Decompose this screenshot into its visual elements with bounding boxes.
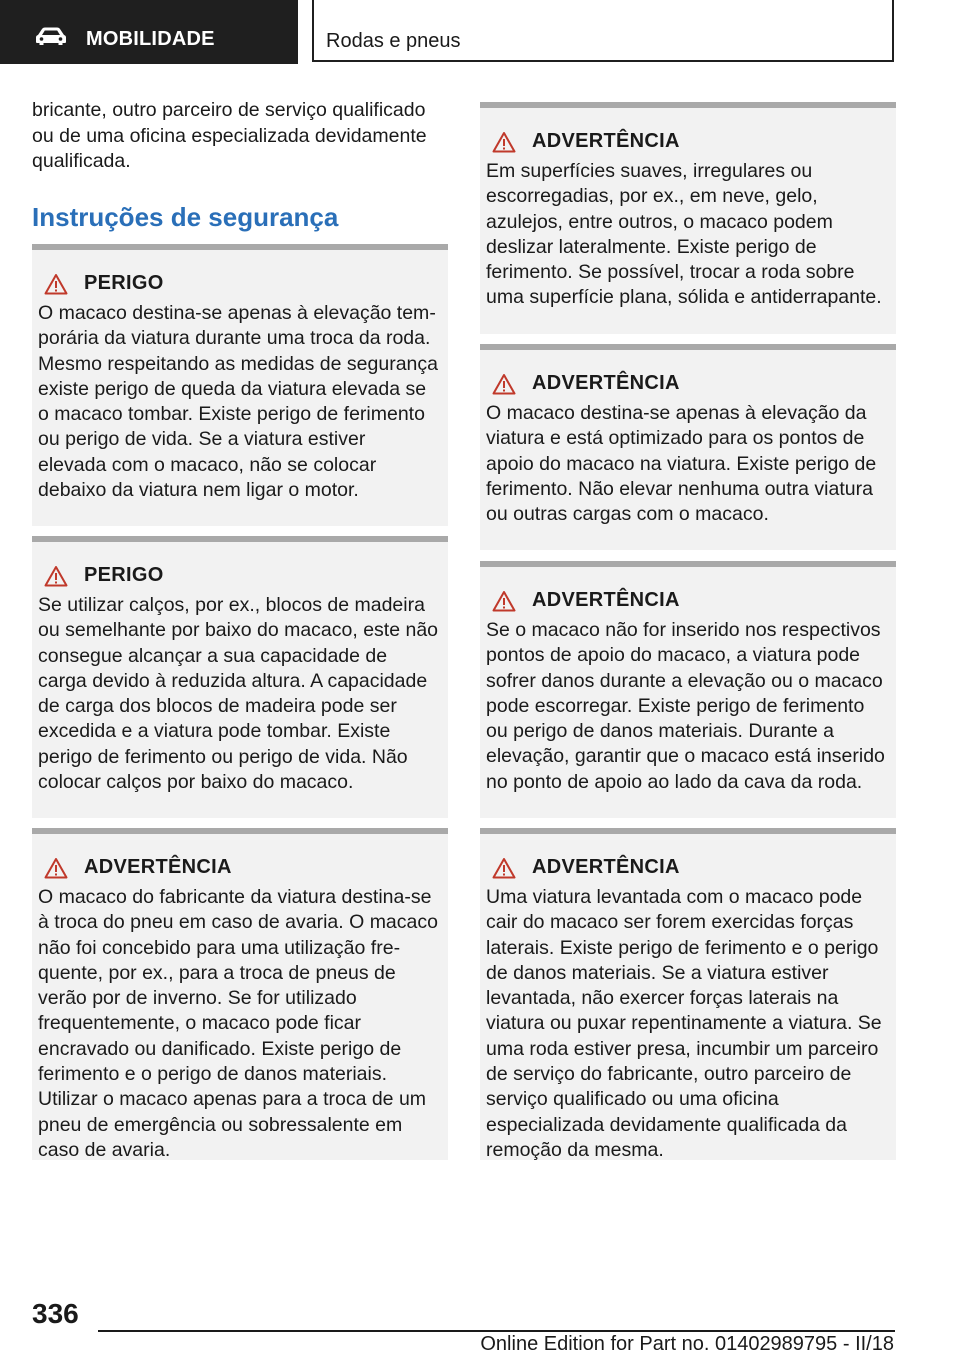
- chapter-header: [312, 0, 894, 62]
- danger-box-1: [32, 244, 448, 526]
- section-tab: [0, 0, 298, 64]
- box-text: O macaco do fabricante da viatura destina-se à troca do pneu em caso de avaria. O macaco não foi concebido para uma utilização frequente, por ex., para a troca de pneus de verão por de inverno. Se for utilizado frequentemente, o macaco pode ficar encravado ou danificado. Existe perigo de ferimento e o perigo de danos materiais. Utilizar o macaco apenas para a troca de um pneu de emergência ou sobressalente em caso de avaria.: [38, 886, 438, 1161]
- warning-triangle-icon: [492, 857, 516, 879]
- box-text: O macaco destina-se apenas à elevação temporária da viatura durante uma troca da roda. Mesmo respeitando as medidas de segurança existe perigo de queda da viatura elevada se o macaco tombar. Existe perigo de ferimento ou perigo de vida. Se a viatura estiver elevada com o macaco, não se colocar debaixo da viatura nem ligar o motor.: [38, 302, 438, 502]
- page-number: 336: [32, 1298, 79, 1329]
- box-title: PERIGO: [84, 272, 164, 294]
- edition-text: Online Edition for Part no. 01402989795 - II/18: [480, 1333, 894, 1355]
- section-heading: Instruções de segurança: [32, 202, 339, 232]
- box-text: Em superfícies suaves, irregulares ou escorregadias, por ex., em neve, gelo, azulejos, entre outros, o macaco podem deslizar lateralmente. Existe perigo de ferimento. Se possível, trocar a roda sobre uma superfície plana, sólida e antiderrapante.: [486, 160, 882, 309]
- footer-rule: [98, 1330, 895, 1332]
- warning-triangle-icon: [492, 590, 516, 612]
- box-text: Uma viatura levantada com o macaco pode cair do macaco ser forem exercidas forças laterais. Existe perigo de ferimento e o perigo de danos materiais. Se a viatura estiver levantada, não exercer forças laterais na viatura ou puxar repentinamente a viatura. Se uma roda estiver presa, incumbir um parceiro de serviço do fabricante, outro parceiro de serviço qualificado ou uma oficina especializada devidamente qualificada da remoção da mesma.: [486, 886, 882, 1161]
- box-title: ADVERTÊNCIA: [532, 372, 680, 394]
- warning-box-2: [480, 102, 896, 334]
- warning-triangle-icon: [492, 373, 516, 395]
- warning-triangle-icon: [44, 857, 68, 879]
- danger-box-2: [32, 536, 448, 818]
- warning-triangle-icon: [492, 131, 516, 153]
- car-icon: [34, 26, 68, 46]
- box-title: ADVERTÊNCIA: [532, 130, 680, 152]
- warning-box-3: [480, 344, 896, 550]
- section-label: MOBILIDADE: [86, 28, 215, 50]
- box-text: Se o macaco não for inserido nos respectivos pontos de apoio do macaco, a viatura pode sofrer danos durante a elevação ou o macaco pode escorregar. Existe perigo de ferimento ou perigo de danos materiais. Durante a elevação, garantir que o macaco está inserido no ponto de apoio ao lado da cava da roda.: [486, 619, 885, 793]
- box-title: ADVERTÊNCIA: [532, 856, 680, 878]
- warning-box-4: [480, 561, 896, 818]
- box-title: PERIGO: [84, 564, 164, 586]
- box-title: ADVERTÊNCIA: [84, 856, 232, 878]
- warning-triangle-icon: [44, 565, 68, 587]
- chapter-label: Rodas e pneus: [326, 30, 461, 52]
- box-text: Se utilizar calços, por ex., blocos de madeira ou semelhante por baixo do macaco, este não consegue alcançar a sua capacidade de carga devido à reduzida altura. A capacidade de carga dos blocos de madeira pode ser excedida e a viatura pode tombar. Existe perigo de ferimento ou perigo de vida. Não colocar calços por baixo do macaco.: [38, 594, 439, 794]
- warning-triangle-icon: [44, 273, 68, 295]
- box-title: ADVERTÊNCIA: [532, 589, 680, 611]
- warning-box-1: [32, 828, 448, 1160]
- intro-paragraph: bricante, outro parceiro de serviço qualificado ou de uma oficina especializada devidamente qualificada.: [32, 99, 427, 172]
- box-text: O macaco destina-se apenas à elevação da viatura e está optimizado para os pontos de apoio do macaco na viatura. Existe perigo de ferimento. Não elevar nenhuma outra viatura ou outras cargas com o macaco.: [486, 402, 877, 526]
- warning-box-5: [480, 828, 896, 1160]
